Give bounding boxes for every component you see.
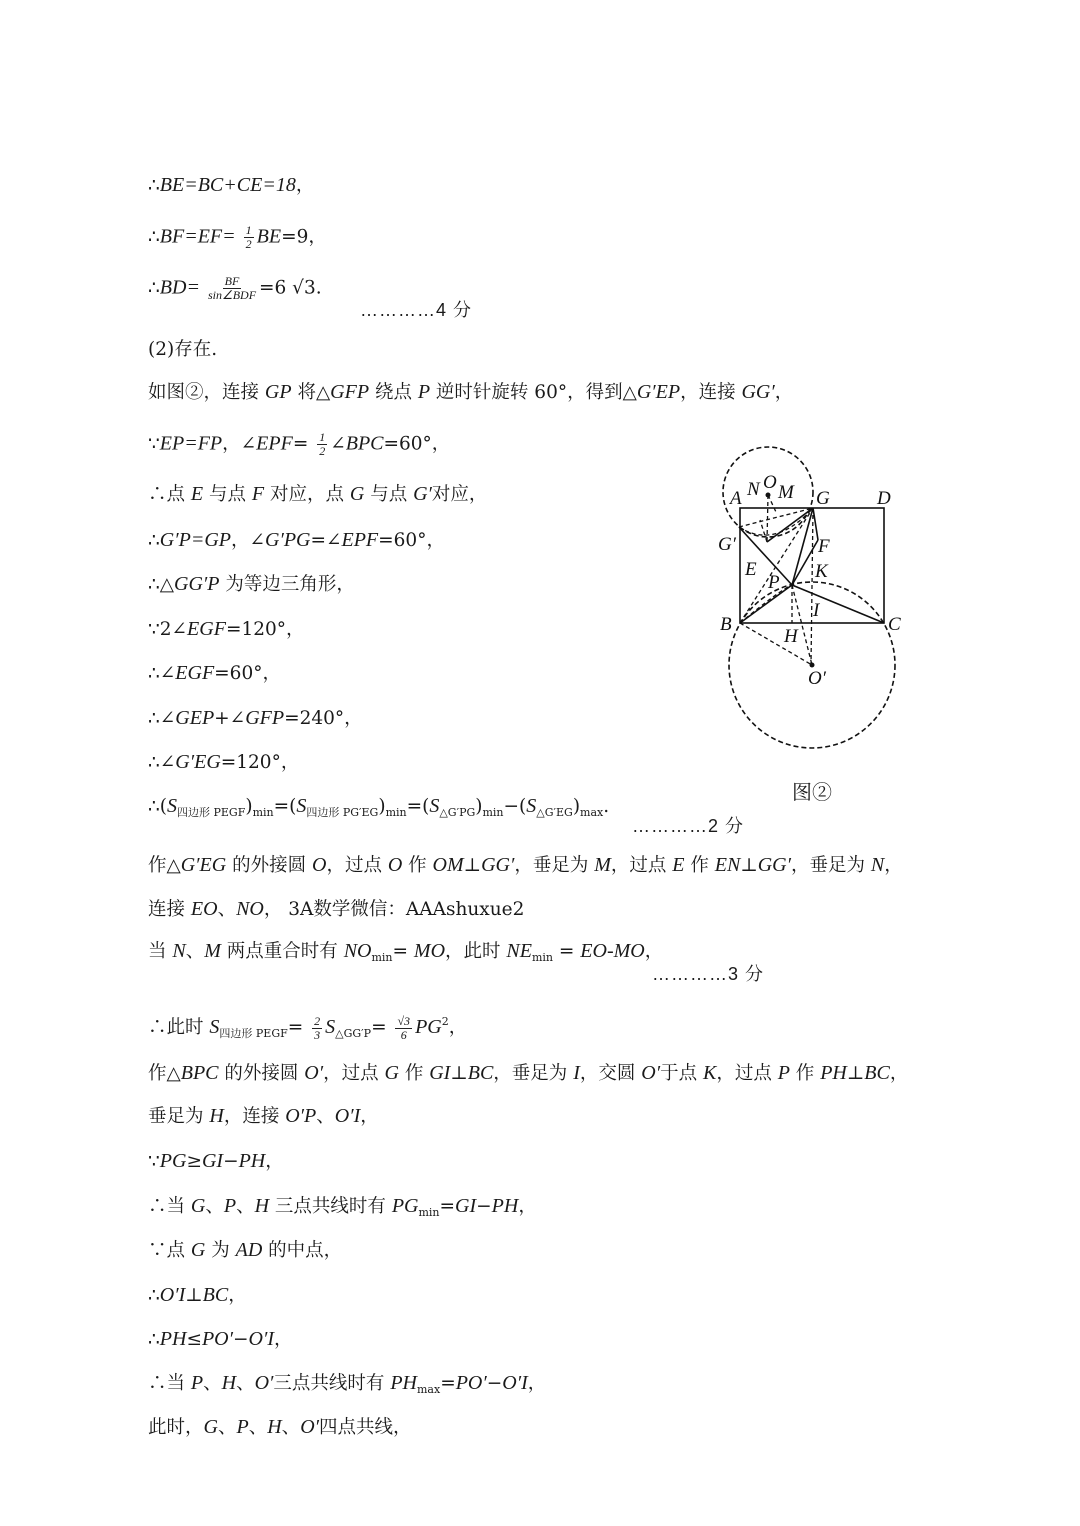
math-text: O′I [159,1284,186,1306]
text: =240°， [284,708,363,729]
fraction [244,224,254,251]
math-text: E [190,483,204,505]
text: 两点重合时有 [220,941,344,962]
math-text: BE [256,225,282,248]
text-line [148,380,793,405]
math-text: BF=EF= [159,225,241,248]
label-m: M [778,482,794,503]
math-text: PH [491,1195,519,1217]
text: 四点共线， [319,1417,412,1438]
text: ，连接 [223,1106,286,1127]
text: . [603,796,610,817]
text: 、 [185,941,205,962]
text: 、 [217,1417,237,1438]
label-e: E [745,559,757,580]
text: 与点 [203,484,252,505]
math-text: F [251,483,265,505]
text-line [148,617,305,642]
math-text: EGF [187,618,226,640]
math-text: BPC [180,1062,219,1084]
math-text: P [190,1372,204,1394]
math-text: G′EG [180,854,227,876]
math-text: NO [343,940,372,962]
math-text: G [384,1062,399,1084]
math-text: GI [201,1150,224,1172]
text: 作 [789,1063,821,1084]
text: ∴ [148,1329,160,1350]
numerator: √3 [397,1013,411,1028]
math-text: O [387,854,403,876]
text-line [148,1238,342,1263]
text: ∵ [148,433,160,455]
math-text: G [190,1239,206,1261]
text: 作△ [148,1063,181,1084]
text-line [148,1327,293,1352]
subscript: min [371,951,393,964]
label-h: H [784,626,798,647]
text: 、 [203,1373,222,1394]
text: ∴( [148,796,167,817]
text: ，连接 [680,382,742,403]
math-text: P [236,1416,249,1438]
text: ， [774,382,794,403]
text: =60°， [383,433,451,455]
text: ) [245,796,253,817]
label-o-prime: O′ [808,668,826,689]
text: =120°， [225,619,305,640]
text: ，垂足为 [514,855,595,876]
math-text: EO-MO [580,940,645,962]
text: ∴∠ [148,708,176,729]
text: 、 [236,1373,255,1394]
math-text: E [672,854,685,876]
label-n: N [747,479,760,500]
text-line [148,853,903,878]
subscript: min [418,1206,440,1219]
text: − [486,1373,503,1394]
text: ∴ [148,277,160,299]
text: ∴此时 [148,1017,210,1038]
text: ⊥ [463,855,482,876]
text-line [148,1194,537,1225]
math-text: PH [238,1150,266,1172]
text: ⊥ [740,855,758,876]
text: 三点共线时有 [273,1373,391,1394]
text: ，∠ [230,530,265,551]
label-o: O [763,472,777,493]
math-text: NE [506,940,532,962]
text: =( [273,796,297,817]
denominator: 3 [314,1027,321,1042]
math-text: BE=BC+CE=18 [159,174,296,196]
text: 对应，点 [264,484,350,505]
text: 当 [148,941,173,962]
math-text: P [417,381,431,403]
score-4: …………4 分 [360,300,473,320]
score-2: …………2 分 [632,816,745,836]
math-text: K [702,1062,717,1084]
text: ≥ [186,1151,202,1172]
text-line [148,275,322,302]
text: ∠ [330,433,346,455]
text: ， 3A数学微信：AAAshuxue2 [263,899,525,920]
text: ， [644,941,664,962]
math-text: N [172,940,186,962]
text-line [148,431,450,458]
solid-lines [739,508,884,623]
numerator: 2 [314,1013,321,1028]
text: 与点 [364,484,414,505]
math-text: PH [820,1062,847,1084]
fraction [317,431,327,458]
text: ，垂足为 [493,1063,574,1084]
text: =( [406,796,430,817]
math-text: BC [202,1284,229,1306]
text: ， [228,1285,247,1306]
text: 为 [205,1240,236,1261]
text: − [476,1196,492,1217]
text: ∴△ [148,574,174,595]
text: ， [889,1063,909,1084]
math-text: PG [159,1150,187,1172]
text: 的外接圆 [218,1063,305,1084]
label-i: I [813,600,820,621]
math-text: GP [264,381,292,403]
text-line [148,1415,412,1440]
text: ) [378,796,386,817]
math-text: O′P [285,1105,317,1127]
text-line [148,706,363,731]
math-text: GG′ [481,854,515,876]
numerator: 1 [245,223,252,237]
numerator: BF [224,274,240,288]
text-line [148,1283,247,1308]
math-text: G′EP [636,381,681,403]
text: = [440,1373,456,1394]
math-text: O′I [502,1372,528,1394]
text: = [371,1017,393,1038]
text: ∵点 [148,1240,191,1261]
math-text: H [267,1416,282,1438]
text-line [148,572,355,597]
math-text: EO [190,898,218,920]
text: ∵ [148,1151,160,1172]
text-line [148,897,524,922]
text-line [148,338,217,362]
text-line [148,1149,284,1174]
superscript: 2 [441,1015,449,1028]
text: ∵2∠ [148,619,188,640]
text: 为等边三角形， [219,574,355,595]
math-text: G [190,1195,206,1217]
text: 于点 [660,1063,703,1084]
text: 对应， [431,484,488,505]
math-text: EPF [256,432,293,455]
math-text: EN [714,854,741,876]
text: ⊥ [450,1063,468,1084]
text: ， [274,1329,293,1350]
text: 、 [248,1417,268,1438]
text: ， [884,855,903,876]
label-b: B [720,614,732,635]
math-text: G′ [413,483,432,505]
subscript: max [580,806,604,819]
math-text: O′I [248,1328,275,1350]
text-line [148,224,327,251]
math-text: GG′ [757,854,791,876]
text-line [148,1104,379,1129]
subscript: △G′EG [536,806,573,819]
math-text: N [870,854,885,876]
subscript: min [252,806,274,819]
math-text: S [325,1016,336,1038]
math-text: EGF [175,662,215,684]
denominator: sin∠BDF [207,288,257,302]
text: 作 [398,1063,430,1084]
math-text: P [223,1195,237,1217]
math-text: G′PG [265,529,311,551]
math-text: BC [864,1062,890,1084]
math-text: EPF [341,529,379,551]
math-text: GI [429,1062,451,1084]
score-3: …………3 分 [652,964,765,984]
text: ∴ [148,1285,160,1306]
math-text: O′I [334,1105,361,1127]
subscript: min [482,806,504,819]
label-g: G [816,488,830,509]
math-text: BD= [159,276,205,299]
text: = [392,941,414,962]
math-text: MO [413,940,446,962]
denominator: 6 [400,1027,407,1042]
text: ，∠ [222,433,257,455]
subscript: max [416,1383,441,1396]
math-text: PG [391,1195,419,1217]
math-text: G [349,483,365,505]
text: = [292,433,315,455]
label-k: K [815,561,828,582]
math-text: S [296,795,307,817]
text: ， [295,175,315,196]
math-text: GG′ [741,381,775,403]
math-text: O′ [300,1416,320,1438]
fraction [395,1015,412,1042]
text: = [287,1017,310,1038]
math-text: S [526,795,537,817]
label-c: C [888,614,901,635]
text: (2)存在. [148,339,218,360]
text-line [148,939,663,970]
text: = [439,1196,456,1217]
text: 作 [684,855,715,876]
math-text: GI [455,1195,477,1217]
math-text: H [254,1195,270,1217]
math-text: AD [235,1239,263,1261]
math-text: O′ [641,1062,661,1084]
subscript: △G′PG [439,806,476,819]
label-d: D [877,488,891,509]
math-text: G [203,1416,218,1438]
text: =60°， [378,530,445,551]
text-line [148,661,281,686]
math-text: S [209,1016,220,1038]
text: =∠ [310,530,342,551]
text-line [148,750,299,775]
math-text: PH [390,1372,417,1394]
text: − [223,1151,239,1172]
text: −( [503,796,527,817]
text: 、 [316,1106,335,1127]
denominator: 2 [319,444,326,458]
math-text: GEP [175,707,215,729]
math-text: H [221,1372,237,1394]
math-text: O′ [254,1372,274,1394]
label-g-prime: G′ [718,534,736,555]
fraction [312,1015,322,1042]
fraction [208,275,256,302]
math-text: GFP [245,707,285,729]
text: ∴ [148,226,160,248]
text: ∴点 [148,484,191,505]
text: +∠ [214,708,246,729]
text: ，此时 [445,941,507,962]
text: 、 [217,899,237,920]
text: ， [527,1373,547,1394]
math-text: EP=FP [159,432,223,455]
text: ∴ [148,175,160,196]
text: ≤ [186,1329,202,1350]
text-line [148,794,609,825]
text: 此时， [148,1417,204,1438]
math-text: PO′ [455,1372,487,1394]
math-text: H [209,1105,224,1127]
text: ， [518,1196,537,1217]
text: 、 [281,1417,301,1438]
text: ，过点 [326,855,388,876]
text: 作△ [148,855,181,876]
text-line [148,528,445,553]
subscript: △GG′P [335,1027,372,1040]
text: 的中点， [262,1240,343,1261]
text: ∴∠ [148,752,176,773]
geometry-figure [700,440,920,780]
math-text: PG [415,1016,442,1038]
text: ，过点 [610,855,673,876]
text: ，过点 [323,1063,385,1084]
text: 三点共线时有 [269,1196,392,1217]
math-text: PO′ [201,1328,234,1350]
text: ∴当 [148,1196,191,1217]
math-text: G′EG [175,751,221,773]
text: ， [265,1151,284,1172]
text: 垂足为 [148,1106,210,1127]
text: ∴ [148,530,160,551]
label-p: P [768,572,780,593]
text: ) [475,796,483,817]
text: 将△ [291,382,331,403]
text: 连接 [148,899,191,920]
text: 如图②，连接 [148,382,265,403]
subscript: 四边形 PEGF [177,806,246,819]
math-text: NO [236,898,264,920]
math-text: I [573,1062,580,1084]
text: − [233,1329,249,1350]
text-line [148,173,314,198]
subscript: min [385,806,407,819]
text: = [553,941,581,962]
text: =6 √3. [259,277,322,299]
text: ⊥ [185,1285,203,1306]
text: ∴当 [148,1373,191,1394]
text: ) [572,796,581,817]
denominator: 2 [245,237,252,251]
text: ，交圆 [579,1063,642,1084]
text: =9， [281,226,327,248]
math-text: BPC [345,432,384,455]
subscript: 四边形 PG′EG [306,806,379,819]
text-line [148,1061,908,1086]
text: ， [360,1106,379,1127]
math-text: GG′P [174,573,220,595]
math-text: G′P=GP [159,529,231,551]
math-text: M [594,854,611,876]
label-f: F [818,536,830,557]
math-text: M [204,940,221,962]
text-line [148,1010,467,1046]
math-text: OM [432,854,464,876]
text: 作 [402,855,433,876]
math-text: O′ [304,1062,324,1084]
math-text: S [429,795,440,817]
text: ， [448,1017,468,1038]
text: ，垂足为 [791,855,871,876]
numerator: 1 [319,430,326,444]
subscript: min [531,951,554,964]
subscript: 四边形 PEGF [219,1027,288,1040]
text: 逆时针旋转 60°，得到△ [430,382,637,403]
math-text: PH [159,1328,187,1350]
math-text: BC [467,1062,494,1084]
math-text: O [311,854,327,876]
text: 、 [205,1196,224,1217]
text: ⊥ [846,1063,865,1084]
math-text: S [167,795,177,817]
text: 、 [236,1196,255,1217]
math-text: GFP [330,381,370,403]
text: ∴∠ [148,663,176,684]
text-line [148,1371,546,1402]
math-text: P [777,1062,790,1084]
text-line [148,482,487,507]
text: ，过点 [716,1063,778,1084]
text: 绕点 [369,382,418,403]
text: 的外接圆 [226,855,312,876]
text: =60°， [214,663,281,684]
text: =120°， [220,752,300,773]
figure-caption: 图② [792,780,832,804]
label-a: A [730,488,742,509]
